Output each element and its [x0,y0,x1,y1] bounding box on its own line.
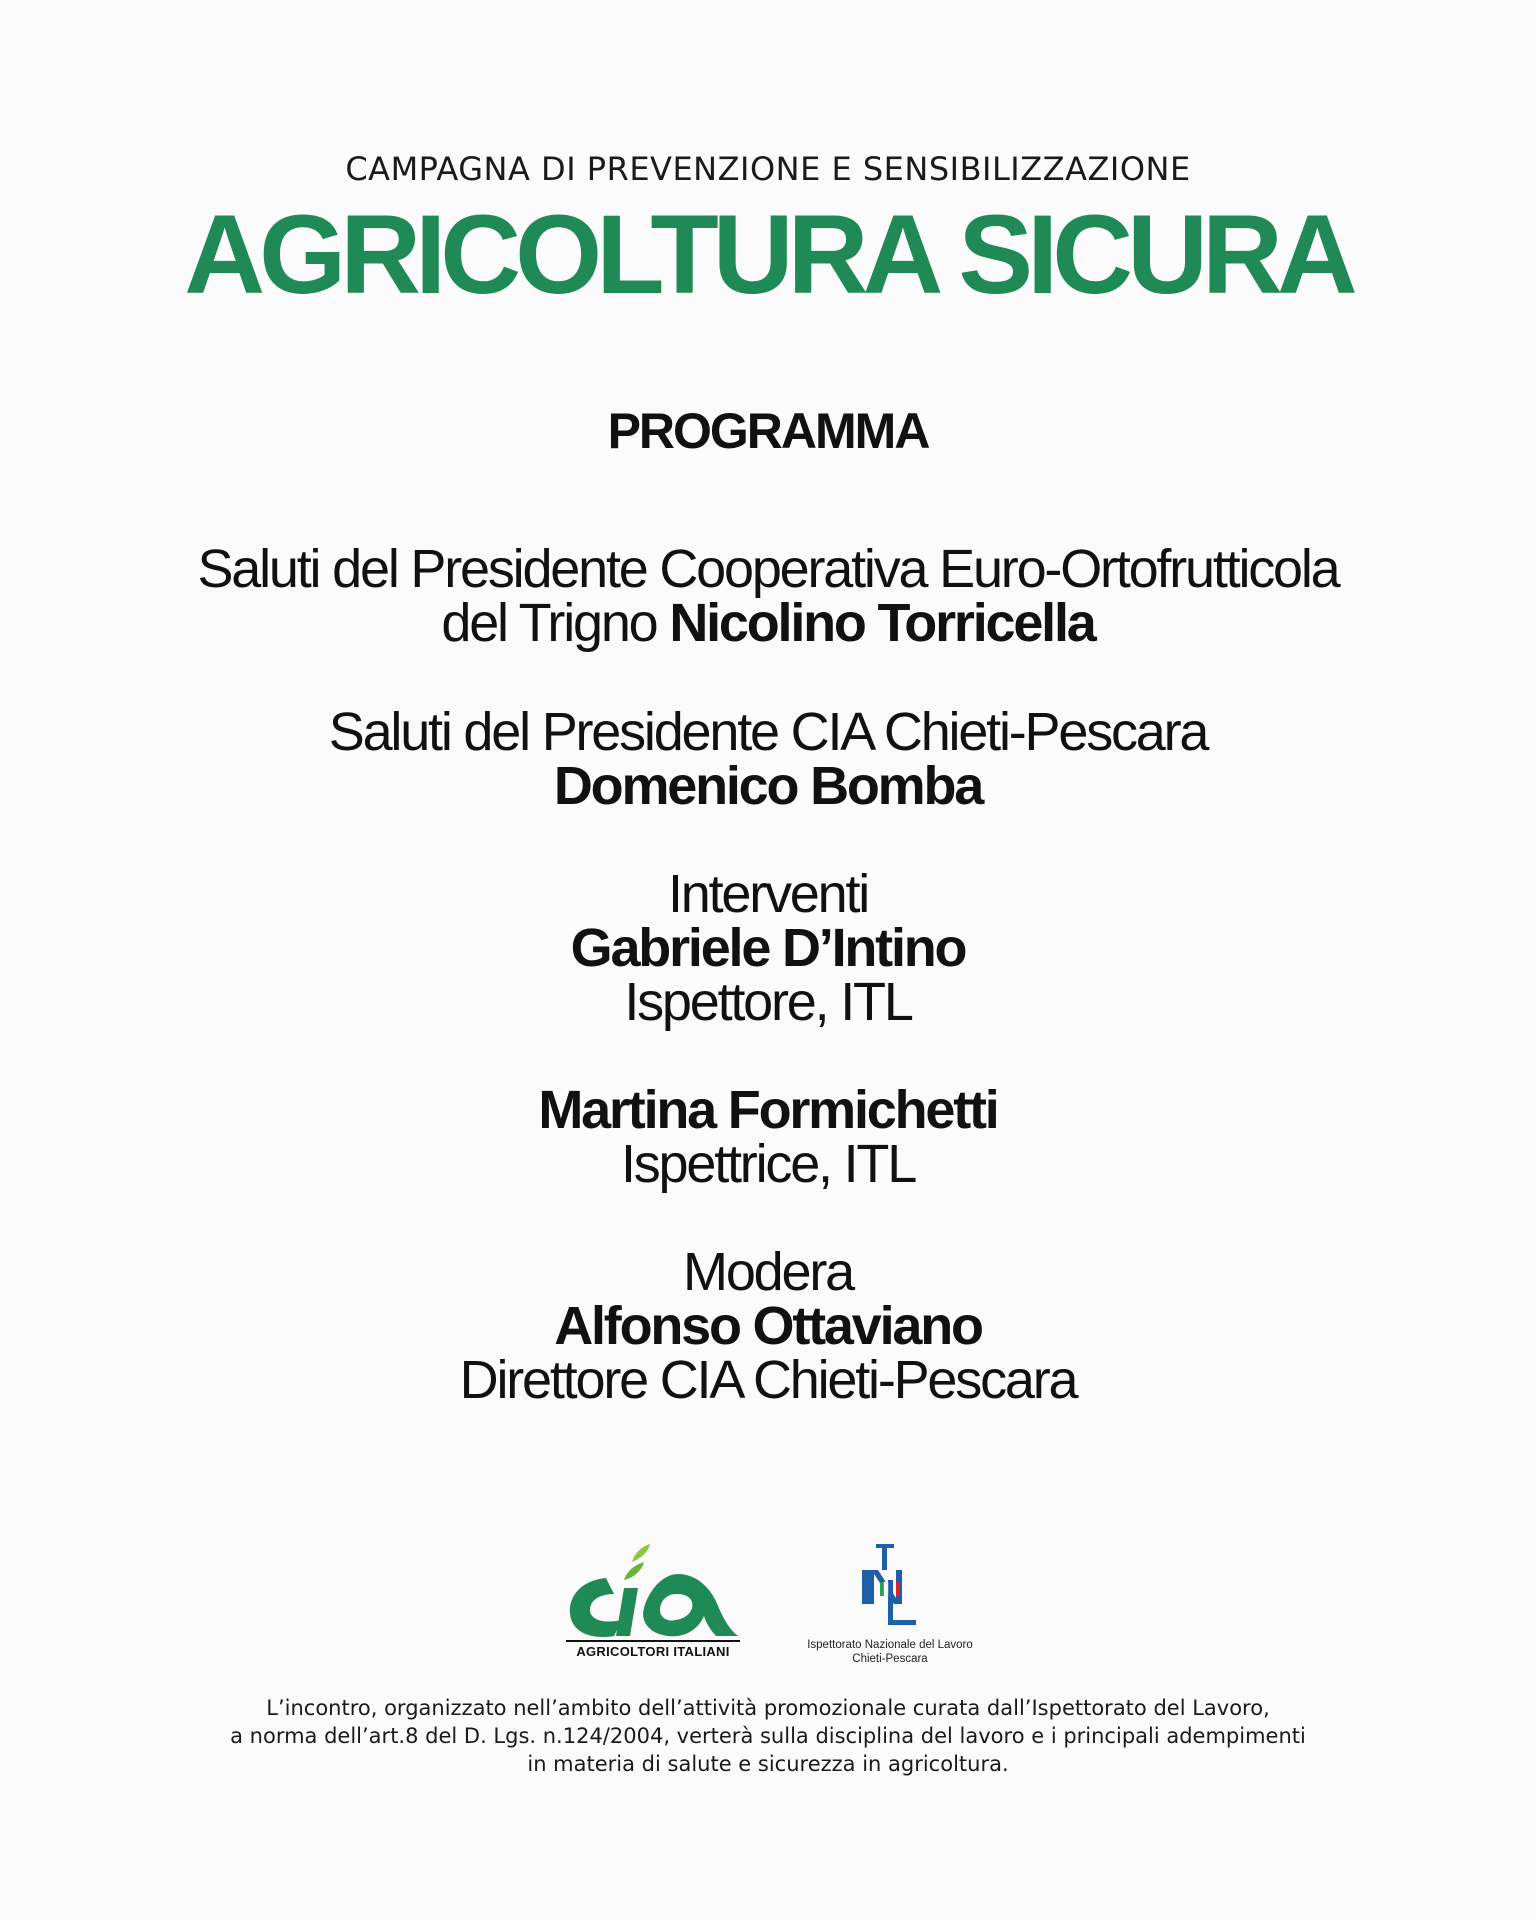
greeting-block-1 [0,539,1536,653]
inl-caption-line-1: Ispettorato Nazionale del Lavoro [807,1639,973,1651]
cia-caption: AGRICOLTORI ITALIANI [566,1640,740,1659]
footer-note [0,1694,1536,1778]
moderator-role: Direttore CIA Chieti-Pescara [459,1350,1077,1410]
interventions-label: Interventi [667,864,869,924]
footer-line-2: a norma dell’art.8 del D. Lgs. n.124/2004, verterà sulla disciplina del lavoro e i principali adempimenti [230,1724,1306,1748]
speaker-2-name: Martina Formichetti [538,1080,998,1140]
footer-line-1: L’incontro, organizzato nell’ambito dell’attività promozionale curata dall’Ispettorato del Lavoro, [266,1696,1270,1720]
partner-logos [0,1540,1536,1670]
speaker-1-role: Ispettore, ITL [624,972,912,1032]
inl-caption [770,1638,1010,1666]
speaker-2-role: Ispettrice, ITL [620,1134,916,1194]
speaker-2-block [0,1080,1536,1194]
program-heading: PROGRAMMA [607,403,929,459]
greeting-1-name: Nicolino Torricella [669,593,1095,653]
greeting-1-line: Saluti del Presidente Cooperativa Euro-Ortofrutticola [197,539,1339,599]
interventions-block [0,864,1536,1032]
greeting-block-2 [0,702,1536,816]
greeting-1-line-2 [0,593,1536,653]
moderator-name: Alfonso Ottaviano [554,1296,982,1356]
speaker-1-name: Gabriele D’Intino [570,918,966,978]
moderator-block [0,1242,1536,1410]
greeting-2-name: Domenico Bomba [553,756,983,816]
moderator-label: Modera [683,1242,853,1302]
campaign-kicker: CAMPAGNA DI PREVENZIONE E SENSIBILIZZAZIONE [345,150,1191,188]
campaign-title: AGRICOLTURA SICURA [184,192,1352,317]
inl-logo [856,1540,926,1630]
greeting-2-line: Saluti del Presidente CIA Chieti-Pescara [328,702,1208,762]
greeting-1-prefix: del Trigno [441,593,657,653]
inl-caption-line-2: Chieti-Pescara [852,1653,928,1665]
footer-line-3: in materia di salute e sicurezza in agricoltura. [527,1752,1009,1776]
